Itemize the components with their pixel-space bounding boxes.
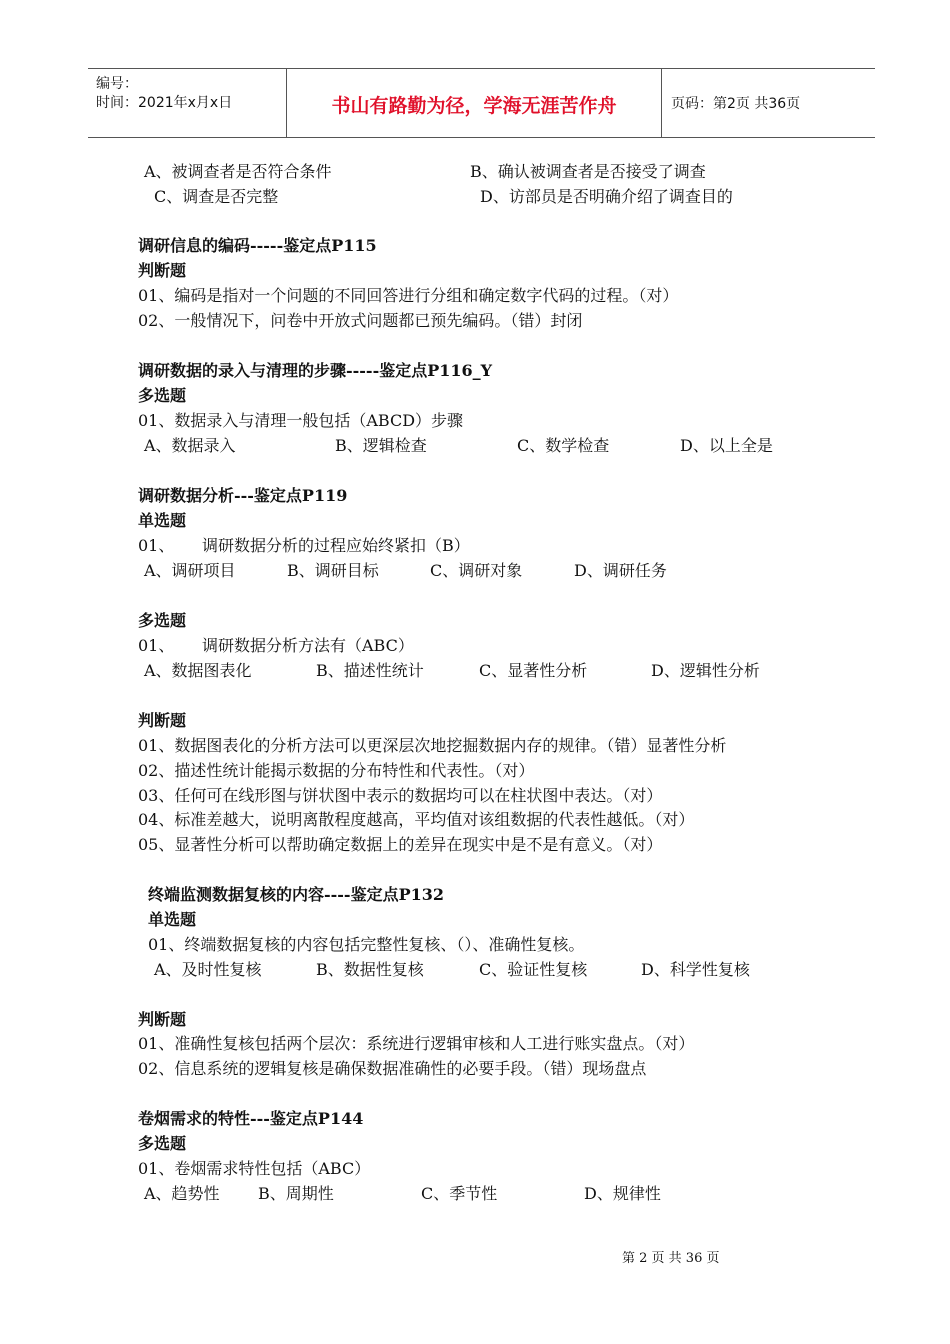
question-number: 01、	[138, 636, 175, 655]
question-type: 判断题	[138, 1010, 187, 1029]
question-line: 01、数据图表化的分析方法可以更深层次地挖掘数据内存的规律。（错）显著性分析	[138, 736, 727, 755]
motto-text: 书山有路勤为径，学海无涯苦作舟	[331, 95, 617, 117]
option-b: B、调研目标	[287, 561, 379, 580]
question-line: 01、终端数据复核的内容包括完整性复核、（）、准确性复核。	[148, 935, 585, 954]
time-label: 时间：2021年x月x日	[96, 95, 233, 111]
section-heading: 终端监测数据复核的内容----鉴定点P132	[148, 885, 444, 904]
section-heading: 调研信息的编码-----鉴定点P115	[138, 236, 377, 255]
page-header	[88, 68, 875, 138]
question-line: 01、卷烟需求特性包括（ABC）	[138, 1159, 371, 1178]
question-line: 01、数据录入与清理一般包括（ABCD）步骤	[138, 411, 464, 430]
header-page-number: 页码：第2页 共36页	[671, 96, 801, 112]
option-c: C、调查是否完整	[154, 187, 279, 206]
option-c: C、验证性复核	[479, 960, 588, 979]
option-d: D、规律性	[584, 1184, 661, 1203]
question-text: 调研数据分析的过程应始终紧扣（B）	[202, 536, 470, 555]
option-a: A、被调查者是否符合条件	[144, 162, 332, 181]
question-type: 单选题	[138, 511, 187, 530]
option-d: D、逻辑性分析	[651, 661, 760, 680]
question-line: 02、信息系统的逻辑复核是确保数据准确性的必要手段。（错）现场盘点	[138, 1059, 647, 1078]
section-heading: 调研数据的录入与清理的步骤-----鉴定点P116_Y	[138, 361, 493, 380]
option-d: D、访部员是否明确介绍了调查目的	[480, 187, 733, 206]
option-a: A、数据录入	[144, 436, 236, 455]
option-d: D、科学性复核	[641, 960, 750, 979]
header-page-cell	[661, 69, 875, 137]
option-b: B、逻辑检查	[335, 436, 427, 455]
option-c: C、数学检查	[517, 436, 610, 455]
question-line: 04、标准差越大，说明离散程度越高，平均值对该组数据的代表性越低。（对）	[138, 810, 695, 829]
question-line: 01、编码是指对一个问题的不同回答进行分组和确定数字代码的过程。（对）	[138, 286, 679, 305]
page-footer: 第 2 页 共 36 页	[622, 1251, 720, 1266]
option-c: C、季节性	[421, 1184, 498, 1203]
option-b: B、周期性	[258, 1184, 334, 1203]
option-d: D、以上全是	[680, 436, 773, 455]
option-a: A、调研项目	[144, 561, 236, 580]
option-a: A、及时性复核	[154, 960, 262, 979]
question-type: 判断题	[138, 711, 187, 730]
question-line: 02、描述性统计能揭示数据的分布特性和代表性。（对）	[138, 761, 535, 780]
question-type: 多选题	[138, 386, 187, 405]
question-line: 02、一般情况下，问卷中开放式问题都已预先编码。（错）封闭	[138, 311, 583, 330]
option-b: B、数据性复核	[316, 960, 424, 979]
header-meta	[88, 69, 286, 137]
section-heading: 卷烟需求的特性---鉴定点P144	[138, 1109, 364, 1128]
option-a: A、数据图表化	[144, 661, 252, 680]
option-b: B、确认被调查者是否接受了调查	[470, 162, 706, 181]
question-type: 多选题	[138, 611, 187, 630]
section-heading: 调研数据分析---鉴定点P119	[138, 486, 348, 505]
question-number: 01、	[138, 536, 175, 555]
question-line: 01、准确性复核包括两个层次：系统进行逻辑审核和人工进行账实盘点。（对）	[138, 1034, 695, 1053]
header-motto-cell	[286, 69, 662, 137]
option-a: A、趋势性	[144, 1184, 220, 1203]
serial-label: 编号：	[96, 76, 138, 92]
option-b: B、描述性统计	[316, 661, 424, 680]
question-type: 判断题	[138, 261, 187, 280]
option-d: D、调研任务	[574, 561, 667, 580]
question-line: 03、任何可在线形图与饼状图中表示的数据均可以在柱状图中表达。（对）	[138, 786, 663, 805]
question-type: 单选题	[148, 910, 197, 929]
option-c: C、调研对象	[430, 561, 523, 580]
question-line: 05、显著性分析可以帮助确定数据上的差异在现实中是不是有意义。（对）	[138, 835, 663, 854]
question-type: 多选题	[138, 1134, 187, 1153]
question-text: 调研数据分析方法有（ABC）	[202, 636, 414, 655]
option-c: C、显著性分析	[479, 661, 588, 680]
